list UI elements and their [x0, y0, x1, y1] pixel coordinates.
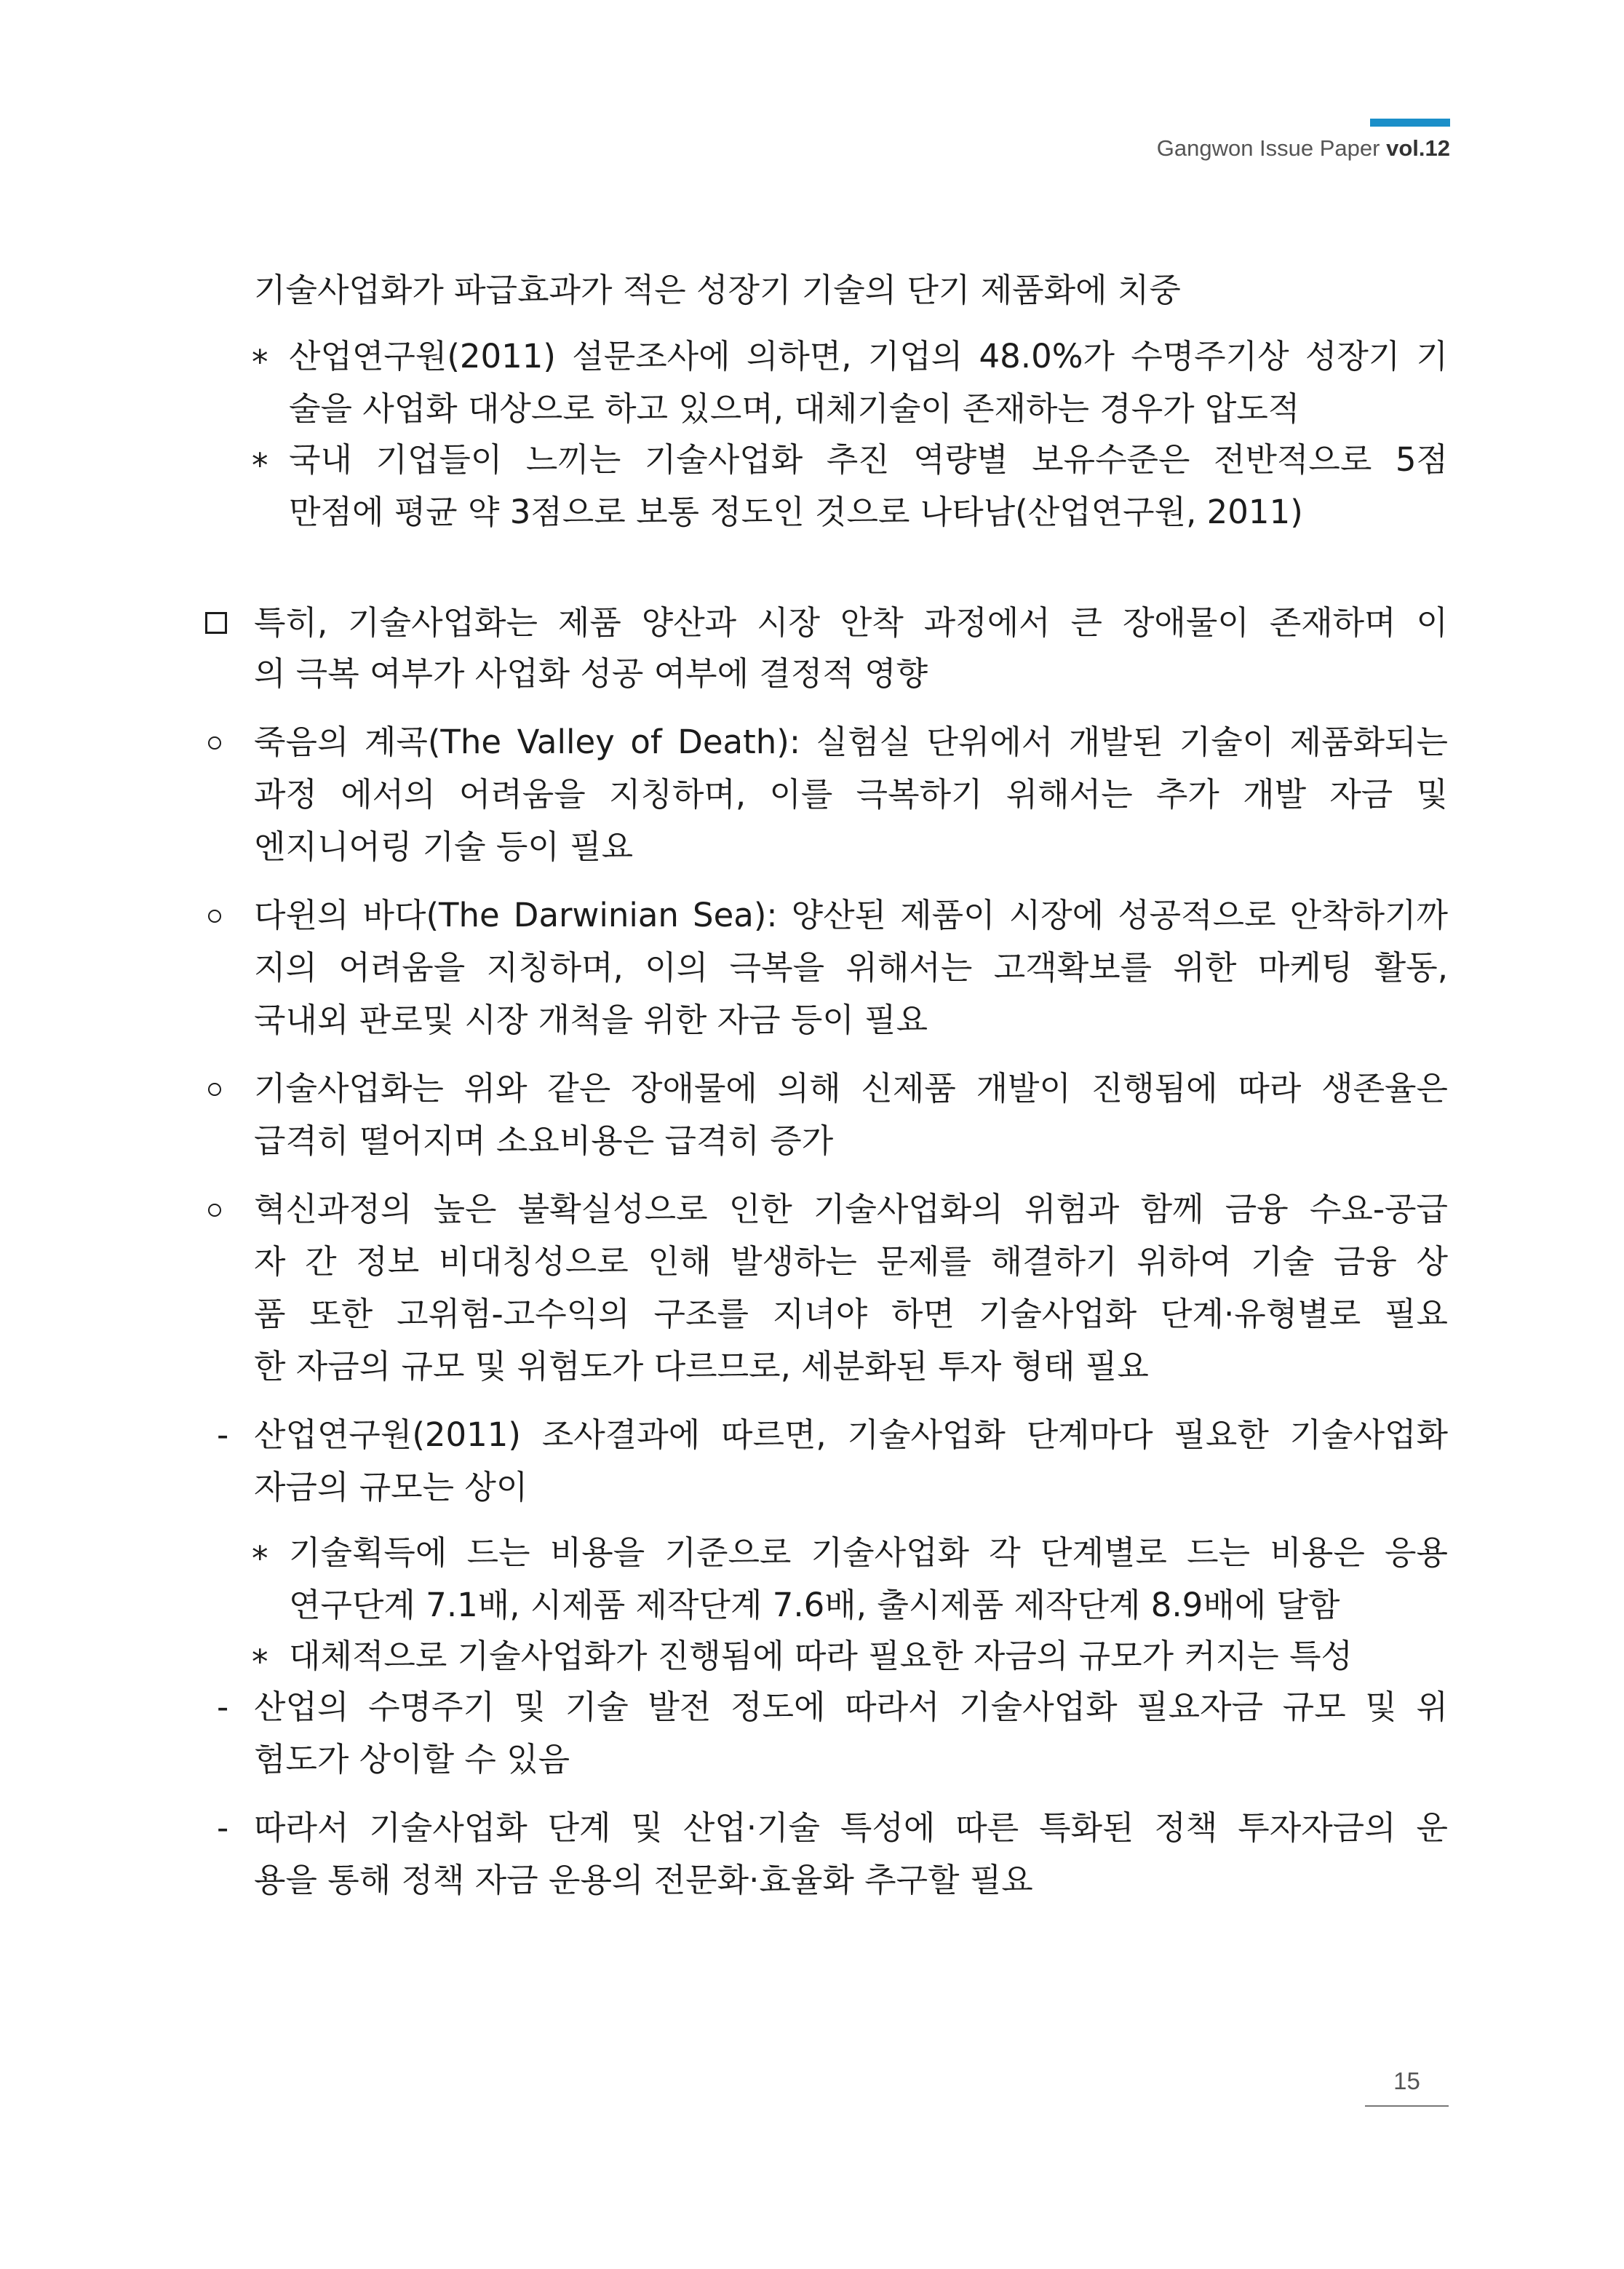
- asterisk-marker: *: [252, 446, 268, 485]
- page-number: 15: [1393, 2067, 1420, 2094]
- text-line: 급격히 떨어지며 소요비용은 급격히 증가: [254, 1121, 834, 1160]
- text-line: 국내외 판로및 시장 개척을 위한 자금 등이 필요: [254, 1001, 928, 1039]
- circle-bullet-icon: [208, 1204, 221, 1217]
- text-line: 다윈의 바다(The Darwinian Sea): 양산된 제품이 시장에 성공적으로 안착하기까: [254, 896, 1448, 934]
- volume-label: vol.12: [1386, 135, 1450, 161]
- asterisk-marker: *: [252, 1539, 268, 1578]
- page-number-rule: [1365, 2105, 1449, 2107]
- text-line: 의 극복 여부가 사업화 성공 여부에 결정적 영향: [254, 654, 928, 693]
- text-line: 기술획득에 드는 비용을 기준으로 기술사업화 각 단계별로 드는 비용은 응용: [289, 1533, 1448, 1572]
- text-line: 혁신과정의 높은 불확실성으로 인한 기술사업화의 위험과 함께 금융 수요-공급: [254, 1190, 1448, 1228]
- text-line: 산업연구원(2011) 설문조사에 의하면, 기업의 48.0%가 수명주기상 성장기 기: [289, 337, 1448, 375]
- text-line: 산업연구원(2011) 조사결과에 따르면, 기술사업화 단계마다 필요한 기술사업화: [254, 1415, 1448, 1454]
- circle-bullet-icon: [208, 1083, 221, 1096]
- text-line: 기술사업화는 위와 같은 장애물에 의해 신제품 개발이 진행됨에 따라 생존율은: [254, 1069, 1448, 1108]
- text-line: 기술사업화가 파급효과가 적은 성장기 기술의 단기 제품화에 치중: [254, 271, 1181, 309]
- asterisk-marker: *: [252, 343, 268, 381]
- publication-name: Gangwon Issue Paper: [1156, 135, 1380, 161]
- square-bullet-icon: [205, 612, 227, 634]
- text-line: 죽음의 계곡(The Valley of Death): 실험실 단위에서 개발된 기술이 제품화되는: [254, 723, 1448, 761]
- running-header: [1157, 135, 1450, 162]
- text-line: 품 또한 고위험-고수익의 구조를 지녀야 하면 기술사업화 단계·유형별로 필요: [254, 1295, 1448, 1333]
- text-line: 한 자금의 규모 및 위험도가 다르므로, 세분화된 투자 형태 필요: [254, 1347, 1149, 1386]
- text-line: 연구단계 7.1배, 시제품 제작단계 7.6배, 출시제품 제작단계 8.9배에 달함: [289, 1586, 1340, 1624]
- dash-marker: -: [217, 1808, 229, 1847]
- circle-bullet-icon: [208, 736, 221, 750]
- text-line: 만점에 평균 약 3점으로 보통 정도인 것으로 나타남(산업연구원, 2011): [289, 493, 1303, 531]
- dash-marker: -: [217, 1688, 229, 1726]
- text-line: 자 간 정보 비대칭성으로 인해 발생하는 문제를 해결하기 위하여 기술 금융 상: [254, 1242, 1448, 1281]
- text-line: 험도가 상이할 수 있음: [254, 1740, 570, 1779]
- dash-marker: -: [217, 1415, 229, 1454]
- asterisk-marker: *: [252, 1642, 268, 1681]
- text-line: 자금의 규모는 상이: [254, 1468, 528, 1506]
- text-line: 과정 에서의 어려움을 지칭하며, 이를 극복하기 위해서는 추가 개발 자금 및: [254, 775, 1448, 814]
- circle-bullet-icon: [208, 910, 221, 923]
- text-line: 따라서 기술사업화 단계 및 산업·기술 특성에 따른 특화된 정책 투자자금의 운: [254, 1808, 1448, 1847]
- text-line: 지의 어려움을 지칭하며, 이의 극복을 위해서는 고객확보를 위한 마케팅 활동,: [254, 948, 1448, 987]
- text-line: 국내 기업들이 느끼는 기술사업화 추진 역량별 보유수준은 전반적으로 5점: [289, 440, 1448, 479]
- text-line: 술을 사업화 대상으로 하고 있으며, 대체기술이 존재하는 경우가 압도적: [289, 389, 1300, 428]
- header-accent-bar: [1370, 119, 1450, 127]
- text-line: 특히, 기술사업화는 제품 양산과 시장 안착 과정에서 큰 장애물이 존재하며 이: [254, 603, 1448, 642]
- text-line: 엔지니어링 기술 등이 필요: [254, 827, 634, 866]
- text-line: 용을 통해 정책 자금 운용의 전문화·효율화 추구할 필요: [254, 1861, 1033, 1899]
- text-line: 대체적으로 기술사업화가 진행됨에 따라 필요한 자금의 규모가 커지는 특성: [289, 1637, 1353, 1675]
- text-line: 산업의 수명주기 및 기술 발전 정도에 따라서 기술사업화 필요자금 규모 및 위: [254, 1688, 1448, 1726]
